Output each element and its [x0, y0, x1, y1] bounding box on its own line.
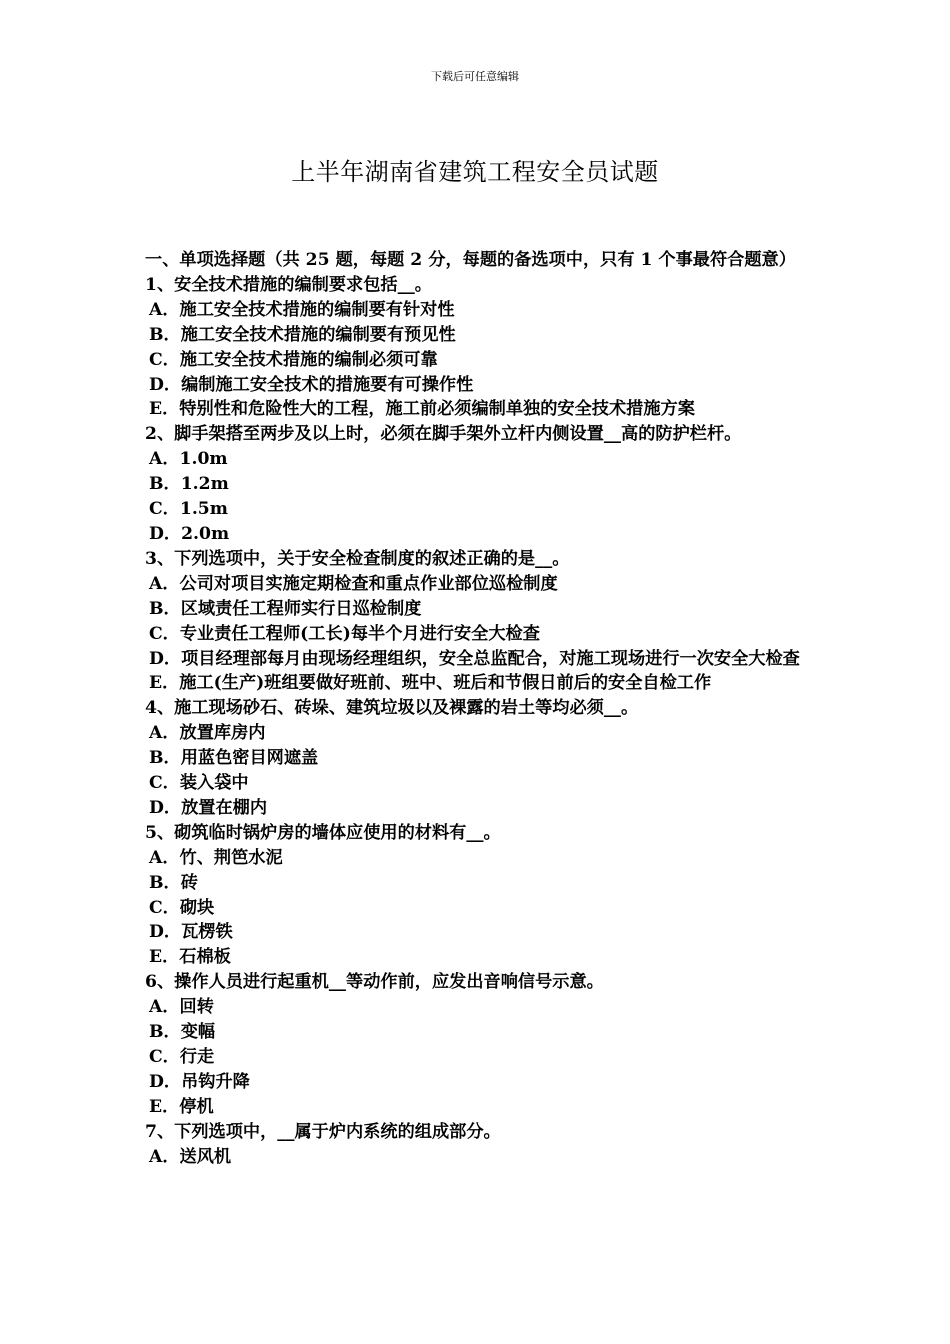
option: B．区域责任工程师实行日巡检制度: [149, 598, 422, 619]
option: D．瓦楞铁: [149, 922, 233, 943]
option: C．1.5m: [149, 499, 228, 520]
document-title: 上半年湖南省建筑工程安全员试题: [291, 158, 659, 186]
option: B．变幅: [149, 1022, 216, 1043]
option: E．特别性和危险性大的工程，施工前必须编制单独的安全技术措施方案: [149, 399, 695, 420]
option: A．施工安全技术措施的编制要有针对性: [149, 299, 455, 320]
option: D．2.0m: [149, 523, 230, 544]
question-stem: 5、砌筑临时锅炉房的墙体应使用的材料有__。: [145, 822, 501, 843]
question-stem: 1、安全技术措施的编制要求包括__。: [145, 274, 432, 295]
option: C．砌块: [149, 897, 215, 918]
question-stem: 6、操作人员进行起重机__等动作前，应发出音响信号示意。: [145, 972, 604, 993]
option: E．停机: [149, 1096, 214, 1117]
option: C．行走: [149, 1047, 215, 1067]
option: A．1.0m: [149, 449, 228, 470]
question-list: [145, 248, 813, 1170]
option: C．装入袋中: [149, 773, 249, 794]
option: D．编制施工安全技术的措施要有可操作性: [149, 374, 474, 395]
section-heading: 一、单项选择题（共 25 题，每题 2 分，每题的备选项中，只有 1 个事最符合题意）: [145, 250, 796, 270]
option: A．公司对项目实施定期检查和重点作业部位巡检制度: [149, 573, 558, 594]
option: C．施工安全技术措施的编制必须可靠: [149, 349, 438, 370]
question-stem: 4、施工现场砂石、砖垛、建筑垃圾以及裸露的岩土等均必须__。: [145, 698, 639, 719]
option: B．砖: [149, 872, 198, 893]
question-stem: 2、脚手架搭至两步及以上时，必须在脚手架外立杆内侧设置__高的防护栏杆。: [145, 424, 742, 445]
question-stem: 3、下列选项中，关于安全检查制度的叙述正确的是__。: [145, 548, 570, 569]
option: D．吊钩升降: [149, 1071, 250, 1092]
question-stem: 7、下列选项中，__属于炉内系统的组成部分。: [145, 1121, 501, 1142]
option: B．用蓝色密目网遮盖: [149, 748, 319, 769]
option: B．1.2m: [149, 474, 229, 495]
option: A．回转: [149, 997, 214, 1018]
header-note: 下载后可任意编辑: [431, 70, 519, 83]
option: D．放置在棚内: [149, 797, 268, 818]
option: C．专业责任工程师(工长)每半个月进行安全大检查: [149, 623, 540, 644]
option: A．送风机: [149, 1146, 232, 1167]
option: B．施工安全技术措施的编制要有预见性: [149, 324, 456, 345]
option: D．项目经理部每月由现场经理组织，安全总监配合，对施工现场进行一次安全大检查: [149, 648, 800, 669]
option: A．竹、荆笆水泥: [149, 847, 283, 868]
option: E．施工(生产)班组要做好班前、班中、班后和节假日前后的安全自检工作: [149, 673, 712, 694]
option: E．石棉板: [149, 947, 231, 968]
option: A．放置库房内: [149, 723, 266, 744]
